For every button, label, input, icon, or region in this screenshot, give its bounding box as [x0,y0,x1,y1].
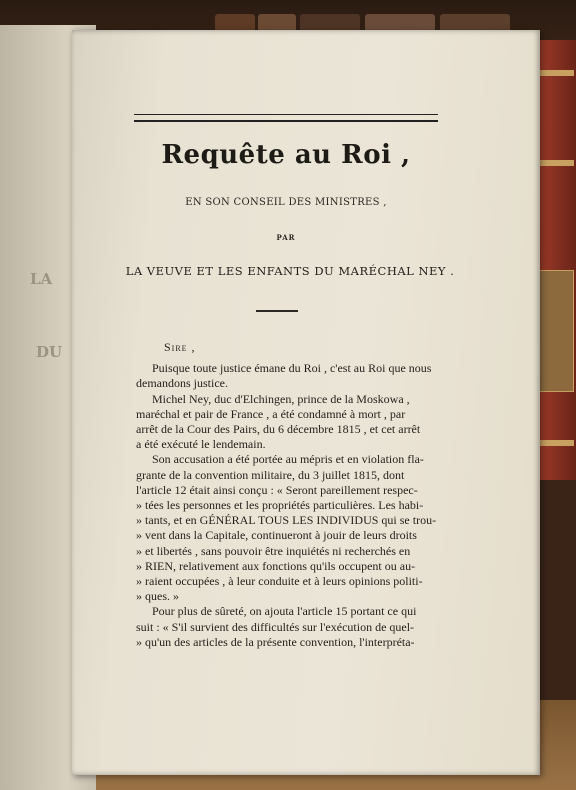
text-line: arrêt de la Cour des Pairs, du 6 décembre 1815 , et cet arrêt [136,422,421,437]
top-double-rule [134,114,438,122]
salutation: Sire , [164,340,196,354]
text-line: suit : « S'il survient des difficultés sur l'exécution de quel- [136,619,415,634]
text-line: Michel Ney, duc d'Elchingen, prince de la Moskowa , [152,391,410,406]
text-line: l'article 12 était ainsi conçu : « Seront pareillement respec- [136,482,418,497]
text-line: » RIEN, relativement aux fonctions qu'ils occupent ou au- [136,558,416,573]
text-line: Son accusation a été portée au mépris et en violation fla- [152,452,424,467]
text-line: Puisque toute justice émane du Roi , c'est au Roi que nous [152,361,432,376]
body-text [136,340,442,650]
text-line: Pour plus de sûreté, on ajouta l'article 15 portant ce qui [152,604,417,619]
middle-rule [256,310,298,312]
page-title: Requête au Roi , [161,140,411,170]
text-line: a été exécuté le lendemain. [136,437,266,452]
subtitle-council: EN SON CONSEIL DES MINISTRES , [185,197,387,208]
text-line: » raient occupées , à leur conduite et à leurs opinions politi- [136,574,423,589]
text-line: » qu'un des articles de la présente convention, l'interpréta- [136,634,415,649]
text-line: demandons justice. [136,376,228,391]
text-line: maréchal et pair de France , a été condamné à mort , par [136,406,406,421]
text-line: » et libertés , sans pouvoir être inquiétés ni recherchés en [136,543,411,558]
text-line: grante de la convention militaire, du 3 juillet 1815, dont [136,467,405,482]
text-line: » ques. » [136,589,179,604]
ghost-text: DU [36,343,63,361]
subtitle-authors: LA VEUVE ET LES ENFANTS DU MARÉCHAL NEY . [125,264,455,278]
par-label: PAR [276,233,296,242]
text-line: » vent dans la Capitale, continueront à jouir de leurs droits [136,528,417,543]
text-line: » tées les personnes et les propriétés particulières. Les habi- [136,498,424,513]
text-line: » tants, et en GÉNÉRAL TOUS LES INDIVIDUS qui se trou- [136,513,437,528]
ghost-text: LA [30,270,53,288]
